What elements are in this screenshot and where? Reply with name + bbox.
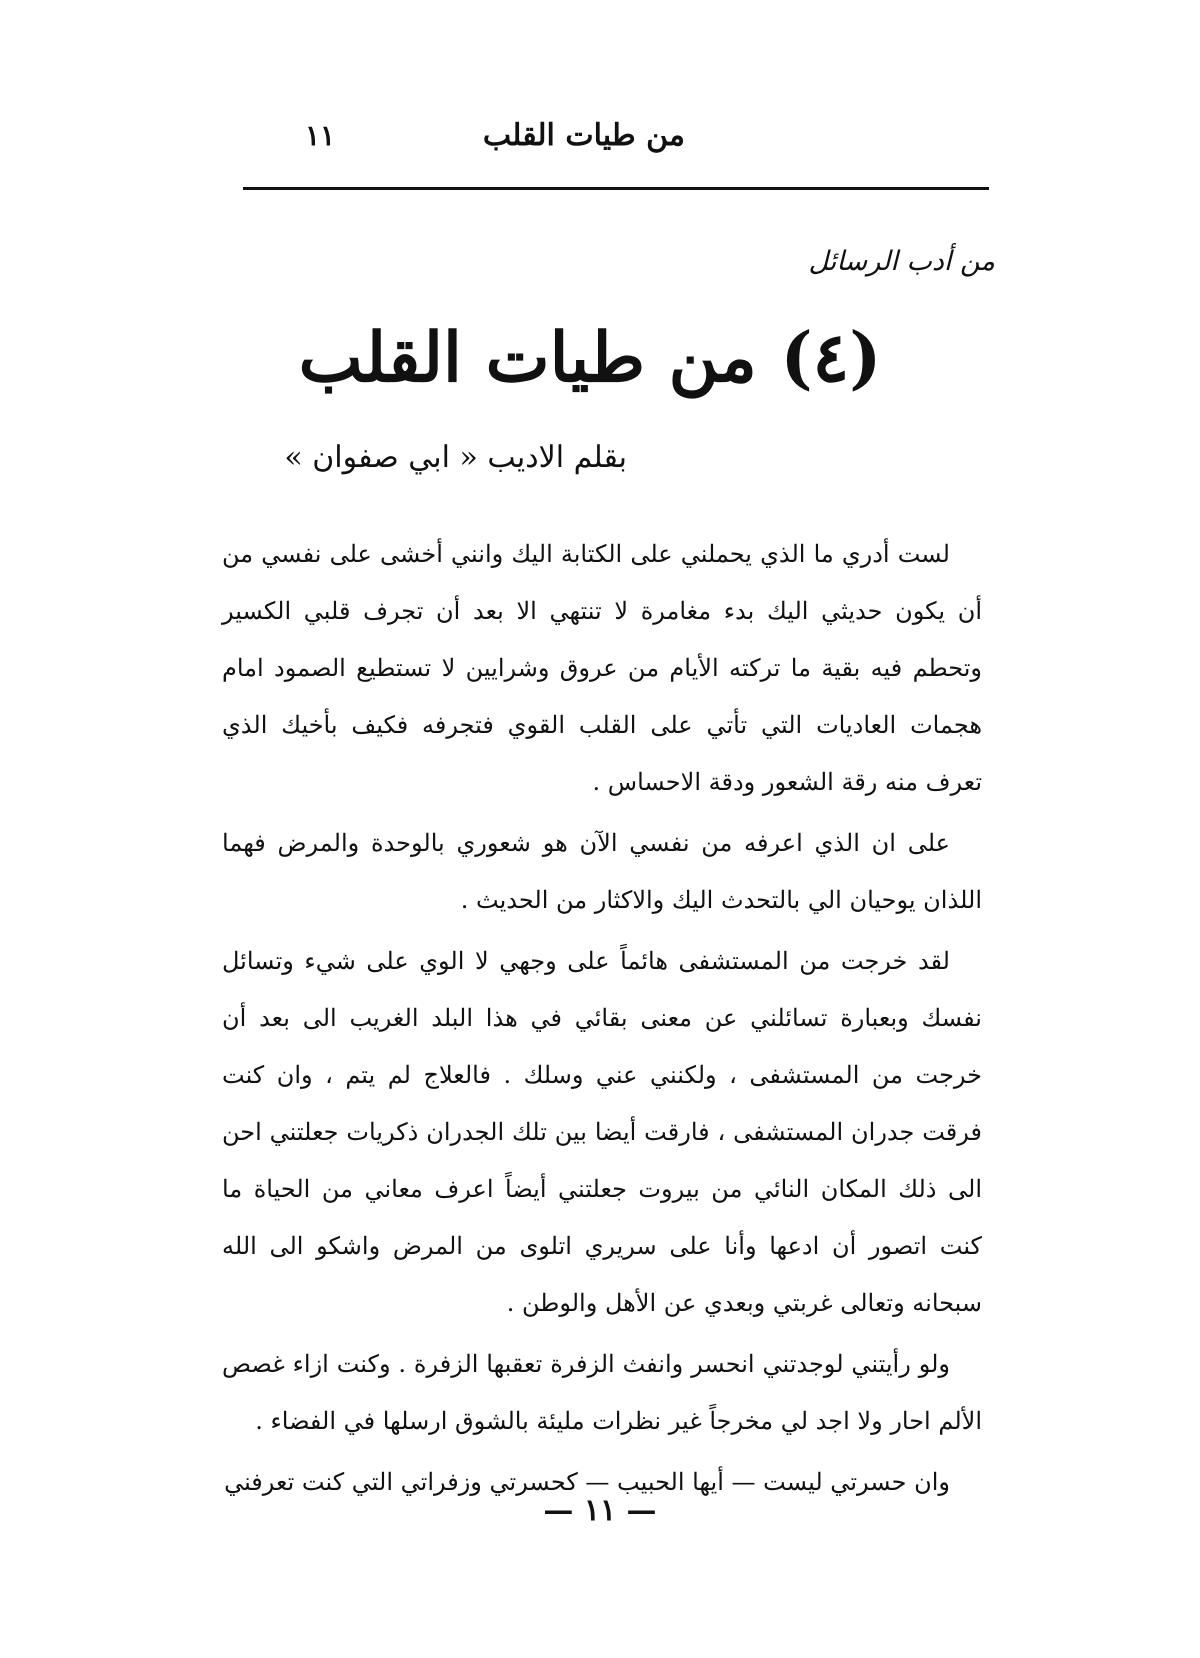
article-title: (٤) من طيات القلب [298, 318, 882, 398]
byline: بقلم الاديب « ابي صفوان » [284, 440, 627, 475]
paragraph-4: ولو رأيتني لوجدتني انحسر وانفث الزفرة تعقبها الزفرة . وكنت ازاء غصص الألم احار ولا اجد لي مخرجاً غير نظرات مليئة بالشوق ارسلها في الفضاء . [222, 1350, 982, 1435]
article-body [222, 526, 982, 1515]
paragraph-2: على ان الذي اعرفه من نفسي الآن هو شعوري بالوحدة والمرض فهما اللذان يوحيان الي بالتحدث اليك والاكثار من الحديث . [222, 829, 982, 914]
paragraph-5: وان حسرتي ليست — أيها الحبيب — كحسرتي وزفراتي التي كنت تعرفني [224, 1468, 950, 1496]
header-rule [243, 187, 989, 190]
running-title: من طيات القلب [482, 118, 685, 153]
running-header [245, 118, 985, 153]
page-number-bottom: — ١١ — [543, 1493, 657, 1528]
paragraph-3: لقد خرجت من المستشفى هائماً على وجهي لا الوي على شيء وتسائل نفسك وبعبارة تسائلني عن معنى بقائي في هذا البلد الغريب الى بعد أن خرجت من المستشفى ، ولكنني عني وسلك . فالعلاج لم يتم ، وان كنت فرقت جدران المستشفى ، فارقت أيضا بين تلك الجدران ذكريات جعلتني احن الى ذلك المكان النائي من بيروت جعلتني أيضاً اعرف معاني من الحياة ما كنت اتصور أن ادعها وأنا على سريري اتلوى من المرض واشكو الى الله سبحانه وتعالى غربتي وبعدي عن الأهل والوطن . [222, 947, 982, 1317]
section-label: من أدب الرسائل [808, 246, 995, 277]
page-number-top: ١١ [305, 119, 336, 152]
paragraph-1: لست أدري ما الذي يحملني على الكتابة اليك وانني أخشى على نفسي من أن يكون حديثي اليك بدء مغامرة لا تنتهي الا بعد أن تجرف قلبي الكسير وتحطم فيه بقية ما تركته الأيام من عروق وشرايين لا تستطيع الصمود امام هجمات العاديات التي تأتي على القلب القوي فتجرفه فكيف بأخيك الذي تعرف منه رقة الشعور ودقة الاحساس . [222, 540, 982, 796]
